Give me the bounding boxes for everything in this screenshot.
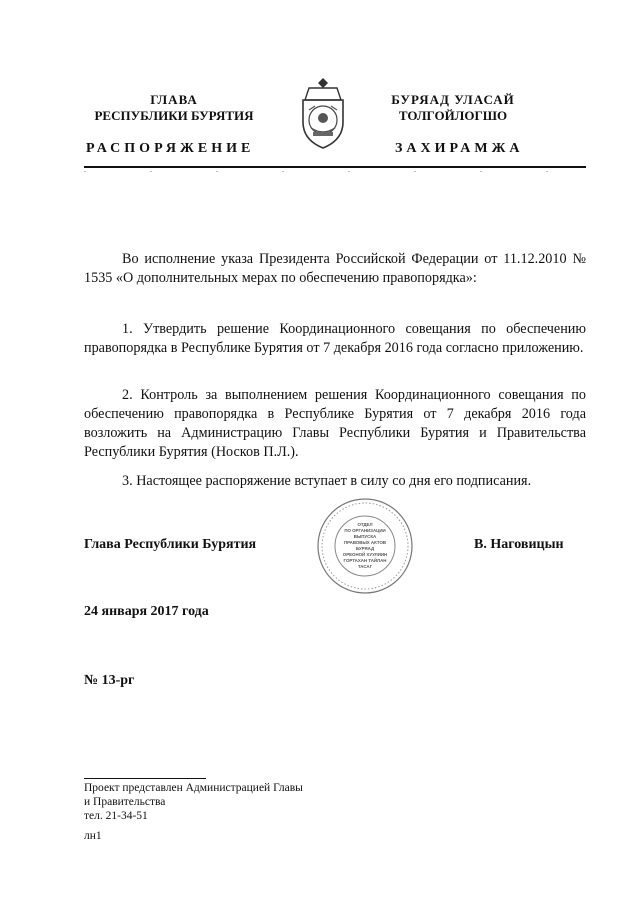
- header-left: [84, 92, 264, 124]
- stamp-line-6: ОРЕОНОЙ ХУУЛИИН: [342, 552, 388, 557]
- coat-of-arms-icon: [295, 74, 351, 152]
- item-2-paragraph: [84, 386, 586, 462]
- header-left-line2: РЕСПУБЛИКИ БУРЯТИЯ: [94, 108, 254, 123]
- item-1-paragraph: [84, 320, 586, 358]
- stamp-line-2: ПО ОРГАНИЗАЦИИ: [344, 528, 386, 533]
- item-3-text: 3. Настоящее распоряжение вступает в силу со дня его подписания.: [122, 473, 532, 489]
- official-seal-icon: [316, 497, 414, 595]
- stamp-line-3: ВЫПУСКА: [353, 534, 377, 539]
- item-2-text: 2. Контроль за выполнением решения Координационного совещания по обеспечению правопорядка в Республике Бурятия от 7 декабря 2016 года возложить на Администрацию Главы Республики Бурятия и Правительства Республики Бурятия (Носков П.Л.).: [84, 387, 586, 460]
- footnote-line-3: тел. 21-34-51: [84, 810, 148, 822]
- stamp-line-5: БУРЯАД: [355, 546, 375, 551]
- document-number: № 13-рг: [84, 673, 135, 688]
- intro-paragraph: [84, 250, 586, 288]
- footnote-line-1: Проект представлен Администрацией Главы: [84, 782, 303, 794]
- header-left-line1: ГЛАВА: [150, 92, 198, 107]
- stamp-line-8: ТАСАГ: [357, 564, 373, 569]
- header-right-line2: ТОЛГОЙЛОГШО: [398, 108, 508, 123]
- footnote-rule: [84, 778, 206, 779]
- intro-text: Во исполнение указа Президента Российской Федерации от 11.12.2010 № 1535 «О дополнительных мерах по обеспечению правопорядка»:: [84, 251, 586, 286]
- footnote: [84, 781, 303, 823]
- header-rule: [84, 166, 586, 168]
- footnote-line-2: и Правительства: [84, 796, 166, 808]
- doc-type-left: РАСПОРЯЖЕНИЕ: [86, 141, 255, 156]
- stamp-line-1: ОТДЕЛ: [357, 522, 373, 527]
- document-date: 24 января 2017 года: [84, 604, 209, 619]
- header-right: [378, 92, 528, 124]
- signatory-position: Глава Республики Бурятия: [84, 537, 257, 552]
- stamp-line-7: ГОРТАХАН ТАЙЛАН: [343, 558, 387, 563]
- stamp-line-4: ПРАВОВЫХ АКТОВ: [343, 540, 387, 545]
- header-right-line1: БУРЯАД УЛАСАЙ: [391, 92, 515, 107]
- item-1-text: 1. Утвердить решение Координационного совещания по обеспечению правопорядка в Республике Бурятия от 7 декабря 2016 года согласно приложению.: [84, 321, 586, 356]
- footnote-code: лн1: [84, 830, 102, 842]
- header-dotted-rule: [84, 171, 586, 172]
- doc-type-right: ЗАХИРАМЖА: [395, 141, 524, 156]
- item-3-paragraph: [84, 472, 586, 491]
- signatory-name: В. Наговицын: [474, 537, 564, 552]
